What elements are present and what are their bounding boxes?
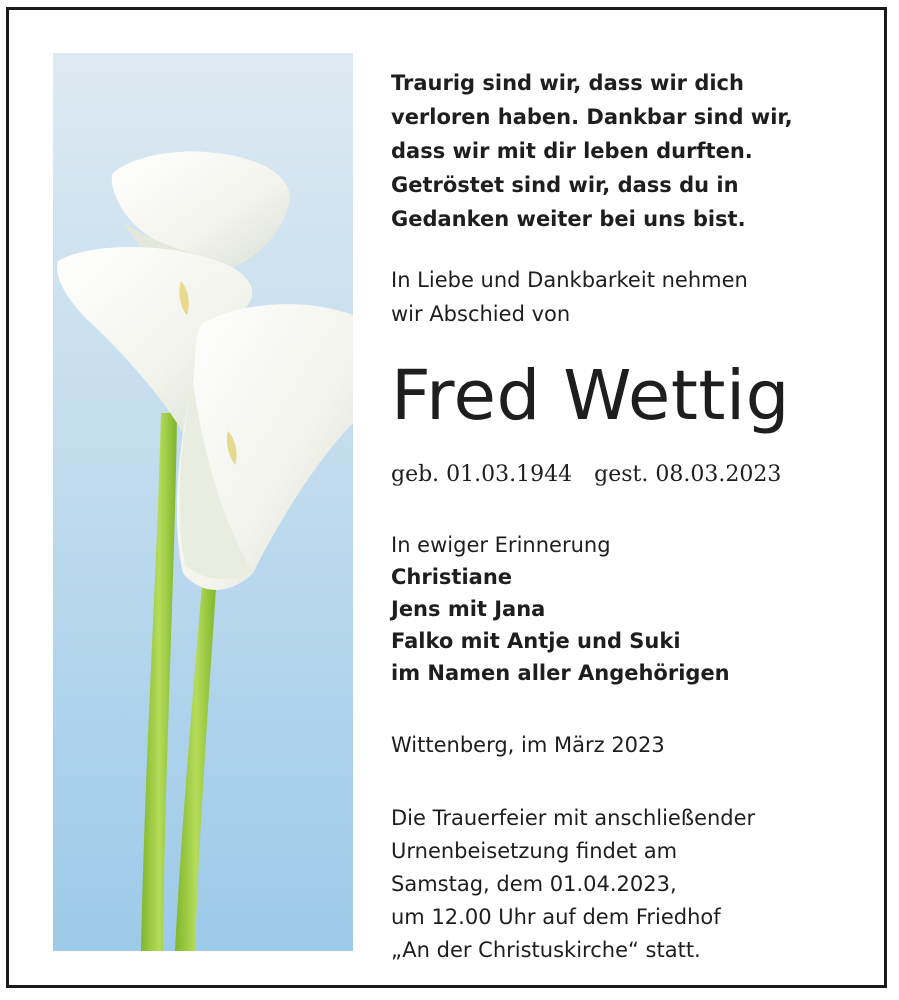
service-line: Samstag, dem 01.04.2023, xyxy=(391,872,677,896)
farewell-intro xyxy=(391,263,871,331)
obituary-frame xyxy=(6,7,887,988)
place-and-date: Wittenberg, im März 2023 xyxy=(391,733,665,757)
calla-lily-image xyxy=(53,53,353,951)
funeral-service-info xyxy=(391,802,871,967)
verse-line: Gedanken weiter bei uns bist. xyxy=(391,207,746,231)
mourners-list xyxy=(391,561,871,689)
verse-line: Traurig sind wir, dass wir dich xyxy=(391,71,744,95)
birth-date: geb. 01.03.1944 xyxy=(391,462,573,487)
intro-line: In Liebe und Dankbarkeit nehmen xyxy=(391,268,748,292)
deceased-name: Fred Wettig xyxy=(391,356,790,436)
intro-line: wir Abschied von xyxy=(391,302,571,326)
service-line: Die Trauerfeier mit anschließender xyxy=(391,806,756,830)
verse-line: dass wir mit dir leben durften. xyxy=(391,139,753,163)
death-date: gest. 08.03.2023 xyxy=(594,462,782,487)
service-line: „An der Christuskirche“ statt. xyxy=(391,938,701,962)
service-line: um 12.00 Uhr auf dem Friedhof xyxy=(391,905,721,929)
mourner: im Namen aller Angehörigen xyxy=(391,661,730,685)
service-line: Urnenbeisetzung findet am xyxy=(391,839,678,863)
verse-line: verloren haben. Dankbar sind wir, xyxy=(391,105,793,129)
verse-line: Getröstet sind wir, dass du in xyxy=(391,173,739,197)
memorial-verse xyxy=(391,66,871,236)
life-dates xyxy=(391,460,871,490)
mourner: Christiane xyxy=(391,565,513,589)
mourner: Falko mit Antje und Suki xyxy=(391,629,681,653)
memory-intro: In ewiger Erinnerung xyxy=(391,533,611,557)
mourner: Jens mit Jana xyxy=(391,597,546,621)
